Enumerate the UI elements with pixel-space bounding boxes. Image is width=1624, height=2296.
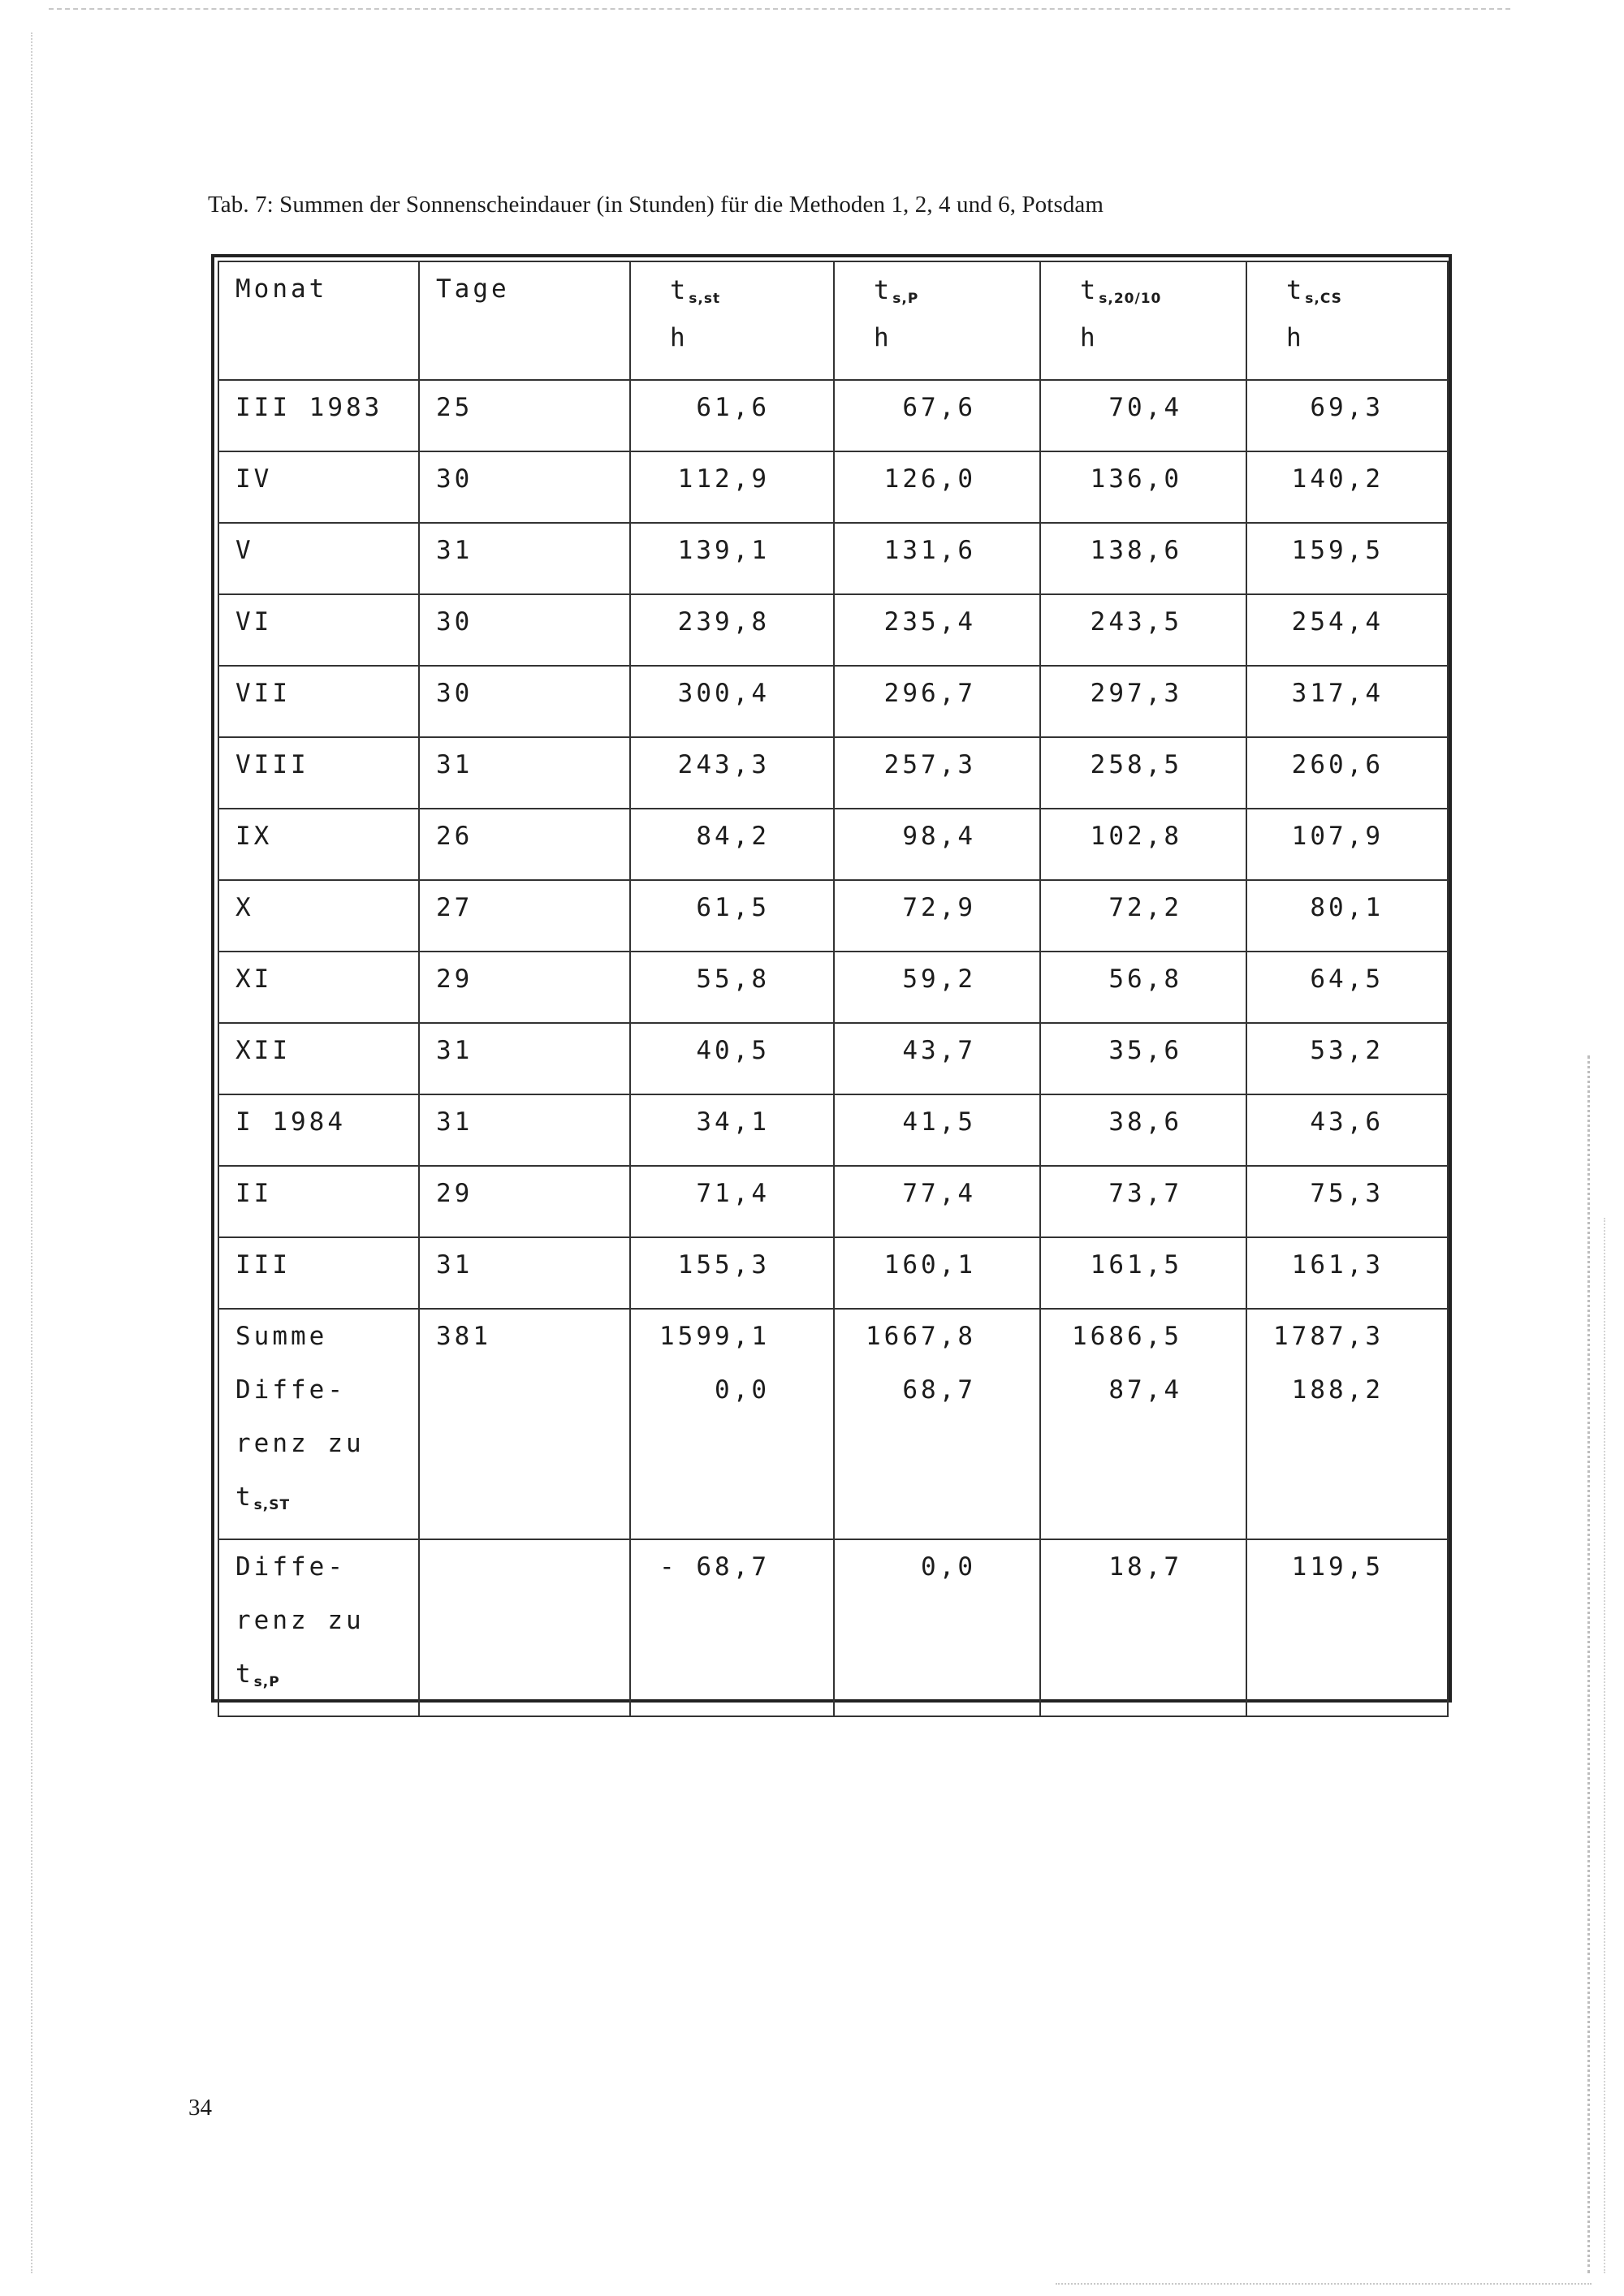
table-row: [218, 1237, 1448, 1309]
summe-value: 1667,8: [866, 1322, 976, 1351]
sunshine-value-cell: [1246, 1023, 1448, 1094]
summe-value-cell: [1246, 1309, 1448, 1539]
table-row: [218, 1166, 1448, 1237]
days-value: 31: [436, 536, 473, 565]
month-label-cell: [218, 666, 419, 737]
summe-row: [218, 1309, 1448, 1539]
summe-value-cell: [834, 1309, 1040, 1539]
table-caption: Tab. 7: Summen der Sonnenscheindauer (in Stunden) für die Methoden 1, 2, 4 und 6, Potsdam: [208, 192, 1104, 218]
table-row: [218, 1094, 1448, 1166]
table-row: [218, 809, 1448, 880]
header-unit: h: [1080, 323, 1099, 352]
sunshine-value-cell: [1040, 451, 1246, 523]
sunshine-value: 112,9: [677, 464, 770, 494]
sunshine-value-cell: [834, 1166, 1040, 1237]
sunshine-value-cell: [630, 880, 834, 952]
days-value: 30: [436, 607, 473, 637]
header-cell: [834, 261, 1040, 380]
summe-label-symbol: ts,ST: [235, 1482, 291, 1513]
table-row: [218, 523, 1448, 594]
month-label-cell: [218, 737, 419, 809]
sunshine-value: 40,5: [696, 1036, 770, 1065]
table-row: [218, 451, 1448, 523]
sunshine-value-cell: [834, 451, 1040, 523]
scan-artifact-top: [49, 8, 1510, 10]
sunshine-value-cell: [834, 380, 1040, 451]
month-label: VI: [235, 607, 273, 637]
diff-st-value: 0,0: [715, 1375, 770, 1405]
month-label: X: [235, 893, 254, 922]
sunshine-value-cell: [1246, 451, 1448, 523]
sunshine-value-cell: [1246, 809, 1448, 880]
sunshine-value: 64,5: [1310, 965, 1384, 994]
header-symbol: $t_{s,20/10}$: [1080, 274, 1162, 307]
sunshine-value: 297,3: [1090, 679, 1182, 708]
days-value-cell: [419, 523, 630, 594]
month-label-cell: [218, 594, 419, 666]
sunshine-value-cell: [630, 1094, 834, 1166]
sunshine-value: 56,8: [1108, 965, 1182, 994]
sunshine-value: 296,7: [883, 679, 976, 708]
sunshine-value-cell: [630, 809, 834, 880]
sunshine-value-cell: [1040, 737, 1246, 809]
sunshine-value: 136,0: [1090, 464, 1182, 494]
diff-p-label-line: renz zu: [235, 1606, 365, 1635]
sunshine-value: 257,3: [883, 750, 976, 779]
sunshine-value: 35,6: [1108, 1036, 1182, 1065]
diff-st-value: 68,7: [902, 1375, 976, 1405]
page-number: 34: [188, 2095, 212, 2121]
days-value: 25: [436, 393, 473, 422]
sunshine-value-cell: [1040, 1237, 1246, 1309]
days-value-cell: [419, 952, 630, 1023]
sunshine-value-cell: [834, 1023, 1040, 1094]
header-cell: [1246, 261, 1448, 380]
summe-label-line: Diffe-: [235, 1375, 346, 1405]
header-unit: h: [874, 323, 892, 352]
days-value: 29: [436, 965, 473, 994]
month-label: III 1983: [235, 393, 383, 422]
sunshine-value-cell: [1246, 594, 1448, 666]
diff-p-label-cell: [218, 1539, 419, 1716]
diff-p-value: 18,7: [1108, 1552, 1182, 1582]
sunshine-value-cell: [834, 952, 1040, 1023]
summe-label-line: Summe: [235, 1322, 328, 1351]
table-frame: [211, 254, 1452, 1703]
scan-artifact-right-2: [1604, 1218, 1605, 2273]
sunshine-value: 258,5: [1090, 750, 1182, 779]
sunshine-value-cell: [1040, 594, 1246, 666]
days-value-cell: [419, 737, 630, 809]
sunshine-value: 69,3: [1310, 393, 1384, 422]
header-cell: [218, 261, 419, 380]
summe-tage-cell: [419, 1309, 630, 1539]
table-row: [218, 380, 1448, 451]
header-cell: [419, 261, 630, 380]
sunshine-value: 159,5: [1291, 536, 1384, 565]
sunshine-value-cell: [630, 380, 834, 451]
header-row: [218, 261, 1448, 380]
month-label: I 1984: [235, 1107, 346, 1137]
summe-label-cell: [218, 1309, 419, 1539]
sunshine-value: 61,5: [696, 893, 770, 922]
sunshine-value-cell: [1246, 880, 1448, 952]
diff-st-value: 188,2: [1291, 1375, 1384, 1405]
month-label: IV: [235, 464, 273, 494]
sunshine-value: 107,9: [1291, 822, 1384, 851]
diff-p-row: [218, 1539, 1448, 1716]
sunshine-value-cell: [1246, 1237, 1448, 1309]
sunshine-value-cell: [1040, 380, 1246, 451]
summe-value-cell: [1040, 1309, 1246, 1539]
month-label-cell: [218, 1237, 419, 1309]
table-row: [218, 880, 1448, 952]
sunshine-value: 73,7: [1108, 1179, 1182, 1208]
sunshine-value-cell: [1040, 523, 1246, 594]
sunshine-value: 43,6: [1310, 1107, 1384, 1137]
sunshine-value-cell: [1040, 952, 1246, 1023]
days-value: 31: [436, 1036, 473, 1065]
month-label-cell: [218, 451, 419, 523]
sunshine-value-cell: [1246, 523, 1448, 594]
sunshine-value: 70,4: [1108, 393, 1182, 422]
summe-value: 1686,5: [1072, 1322, 1182, 1351]
sunshine-value: 235,4: [883, 607, 976, 637]
month-label-cell: [218, 952, 419, 1023]
sunshine-value: 126,0: [883, 464, 976, 494]
days-value: 29: [436, 1179, 473, 1208]
summe-value-cell: [630, 1309, 834, 1539]
sunshine-value: 254,4: [1291, 607, 1384, 637]
days-value-cell: [419, 1094, 630, 1166]
sunshine-table: [218, 261, 1449, 1717]
month-label-cell: [218, 809, 419, 880]
diff-p-value: 0,0: [921, 1552, 976, 1582]
diff-p-value-cell: [834, 1539, 1040, 1716]
sunshine-value-cell: [1040, 1166, 1246, 1237]
sunshine-value: 61,6: [696, 393, 770, 422]
sunshine-value-cell: [834, 737, 1040, 809]
header-symbol: $t_{s,P}$: [874, 274, 919, 307]
month-label: VII: [235, 679, 291, 708]
sunshine-value-cell: [834, 1237, 1040, 1309]
sunshine-value-cell: [630, 666, 834, 737]
header-unit: h: [670, 323, 689, 352]
days-value-cell: [419, 1166, 630, 1237]
sunshine-value: 55,8: [696, 965, 770, 994]
diff-p-value-cell: [630, 1539, 834, 1716]
sunshine-value-cell: [834, 1094, 1040, 1166]
diff-p-value-cell: [1040, 1539, 1246, 1716]
sunshine-value-cell: [1040, 1094, 1246, 1166]
sunshine-value-cell: [1246, 1166, 1448, 1237]
sunshine-value-cell: [1040, 1023, 1246, 1094]
month-label-cell: [218, 1094, 419, 1166]
sunshine-value: 317,4: [1291, 679, 1384, 708]
days-value-cell: [419, 666, 630, 737]
month-label: II: [235, 1179, 273, 1208]
header-cell: [1040, 261, 1246, 380]
sunshine-value-cell: [630, 1237, 834, 1309]
sunshine-value: 72,9: [902, 893, 976, 922]
scan-artifact-bottom: [1056, 2283, 1592, 2285]
days-value-cell: [419, 380, 630, 451]
days-value-cell: [419, 880, 630, 952]
sunshine-value-cell: [630, 1023, 834, 1094]
month-label-cell: [218, 880, 419, 952]
sunshine-value: 160,1: [883, 1250, 976, 1280]
header-unit: h: [1286, 323, 1305, 352]
sunshine-value-cell: [1040, 809, 1246, 880]
sunshine-value-cell: [834, 880, 1040, 952]
sunshine-value: 53,2: [1310, 1036, 1384, 1065]
sunshine-value: 34,1: [696, 1107, 770, 1137]
sunshine-value-cell: [630, 952, 834, 1023]
sunshine-value: 239,8: [677, 607, 770, 637]
days-value-cell: [419, 1237, 630, 1309]
scan-artifact-left: [31, 32, 32, 2273]
sunshine-value: 67,6: [902, 393, 976, 422]
sunshine-value: 38,6: [1108, 1107, 1182, 1137]
sunshine-value-cell: [1040, 880, 1246, 952]
sunshine-value-cell: [630, 594, 834, 666]
scan-artifact-right: [1587, 1055, 1590, 2273]
table-row: [218, 1023, 1448, 1094]
month-label: V: [235, 536, 254, 565]
month-label: IX: [235, 822, 273, 851]
sunshine-value: 59,2: [902, 965, 976, 994]
sunshine-value-cell: [1246, 952, 1448, 1023]
sunshine-value: 243,3: [677, 750, 770, 779]
table-row: [218, 737, 1448, 809]
diff-st-value: 87,4: [1108, 1375, 1182, 1405]
diff-p-label-symbol: ts,P: [235, 1659, 280, 1690]
days-value: 30: [436, 679, 473, 708]
diff-p-value-cell: [1246, 1539, 1448, 1716]
sunshine-value-cell: [1040, 666, 1246, 737]
month-label: VIII: [235, 750, 309, 779]
month-label: XII: [235, 1036, 291, 1065]
sunshine-value-cell: [1246, 380, 1448, 451]
sunshine-value-cell: [834, 523, 1040, 594]
sunshine-value: 131,6: [883, 536, 976, 565]
diff-p-tage: [436, 1555, 616, 1605]
sunshine-value-cell: [630, 523, 834, 594]
days-value: 26: [436, 822, 473, 851]
sunshine-value: 98,4: [902, 822, 976, 851]
sunshine-value-cell: [1246, 737, 1448, 809]
sunshine-value: 43,7: [902, 1036, 976, 1065]
days-value-cell: [419, 451, 630, 523]
diff-p-label-line: Diffe-: [235, 1552, 346, 1582]
days-value: 31: [436, 1107, 473, 1137]
sunshine-value: 84,2: [696, 822, 770, 851]
summe-label-line: renz zu: [235, 1429, 365, 1458]
table-row: [218, 594, 1448, 666]
month-label: XI: [235, 965, 273, 994]
sunshine-value: 102,8: [1090, 822, 1182, 851]
sunshine-value-cell: [1246, 1094, 1448, 1166]
sunshine-value-cell: [1246, 666, 1448, 737]
sunshine-value: 75,3: [1310, 1179, 1384, 1208]
header-symbol: $t_{s,CS}$: [1286, 274, 1342, 307]
sunshine-value: 41,5: [902, 1107, 976, 1137]
sunshine-value: 80,1: [1310, 893, 1384, 922]
sunshine-value: 77,4: [902, 1179, 976, 1208]
month-label-cell: [218, 1166, 419, 1237]
days-value-cell: [419, 594, 630, 666]
sunshine-value-cell: [834, 594, 1040, 666]
month-label-cell: [218, 1023, 419, 1094]
sunshine-value-cell: [834, 666, 1040, 737]
days-value-cell: [419, 809, 630, 880]
month-label-cell: [218, 523, 419, 594]
month-label-cell: [218, 380, 419, 451]
sunshine-value-cell: [630, 1166, 834, 1237]
days-value-cell: [419, 1023, 630, 1094]
diff-p-tage-cell: [419, 1539, 630, 1716]
summe-value: 1787,3: [1273, 1322, 1384, 1351]
sunshine-value-cell: [630, 737, 834, 809]
sunshine-value-cell: [834, 809, 1040, 880]
sunshine-value: 260,6: [1291, 750, 1384, 779]
sunshine-value: 300,4: [677, 679, 770, 708]
sunshine-value: 155,3: [677, 1250, 770, 1280]
summe-value: 1599,1: [659, 1322, 770, 1351]
summe-tage: 381: [436, 1322, 491, 1351]
sunshine-value: 140,2: [1291, 464, 1384, 494]
month-label: III: [235, 1250, 291, 1280]
sunshine-value-cell: [630, 451, 834, 523]
header-symbol: $t_{s,st}$: [670, 274, 721, 307]
days-value: 31: [436, 1250, 473, 1280]
days-value: 27: [436, 893, 473, 922]
header-tage: Tage: [436, 274, 510, 304]
sunshine-value: 161,3: [1291, 1250, 1384, 1280]
days-value: 31: [436, 750, 473, 779]
table-row: [218, 952, 1448, 1023]
sunshine-value: 72,2: [1108, 893, 1182, 922]
sunshine-value: 138,6: [1090, 536, 1182, 565]
table-row: [218, 666, 1448, 737]
sunshine-value: 161,5: [1090, 1250, 1182, 1280]
days-value: 30: [436, 464, 473, 494]
sunshine-value: 71,4: [696, 1179, 770, 1208]
diff-p-value: - 68,7: [659, 1552, 770, 1582]
sunshine-value: 139,1: [677, 536, 770, 565]
header-cell: [630, 261, 834, 380]
diff-p-value: 119,5: [1291, 1552, 1384, 1582]
header-monat: Monat: [235, 274, 328, 304]
sunshine-value: 243,5: [1090, 607, 1182, 637]
